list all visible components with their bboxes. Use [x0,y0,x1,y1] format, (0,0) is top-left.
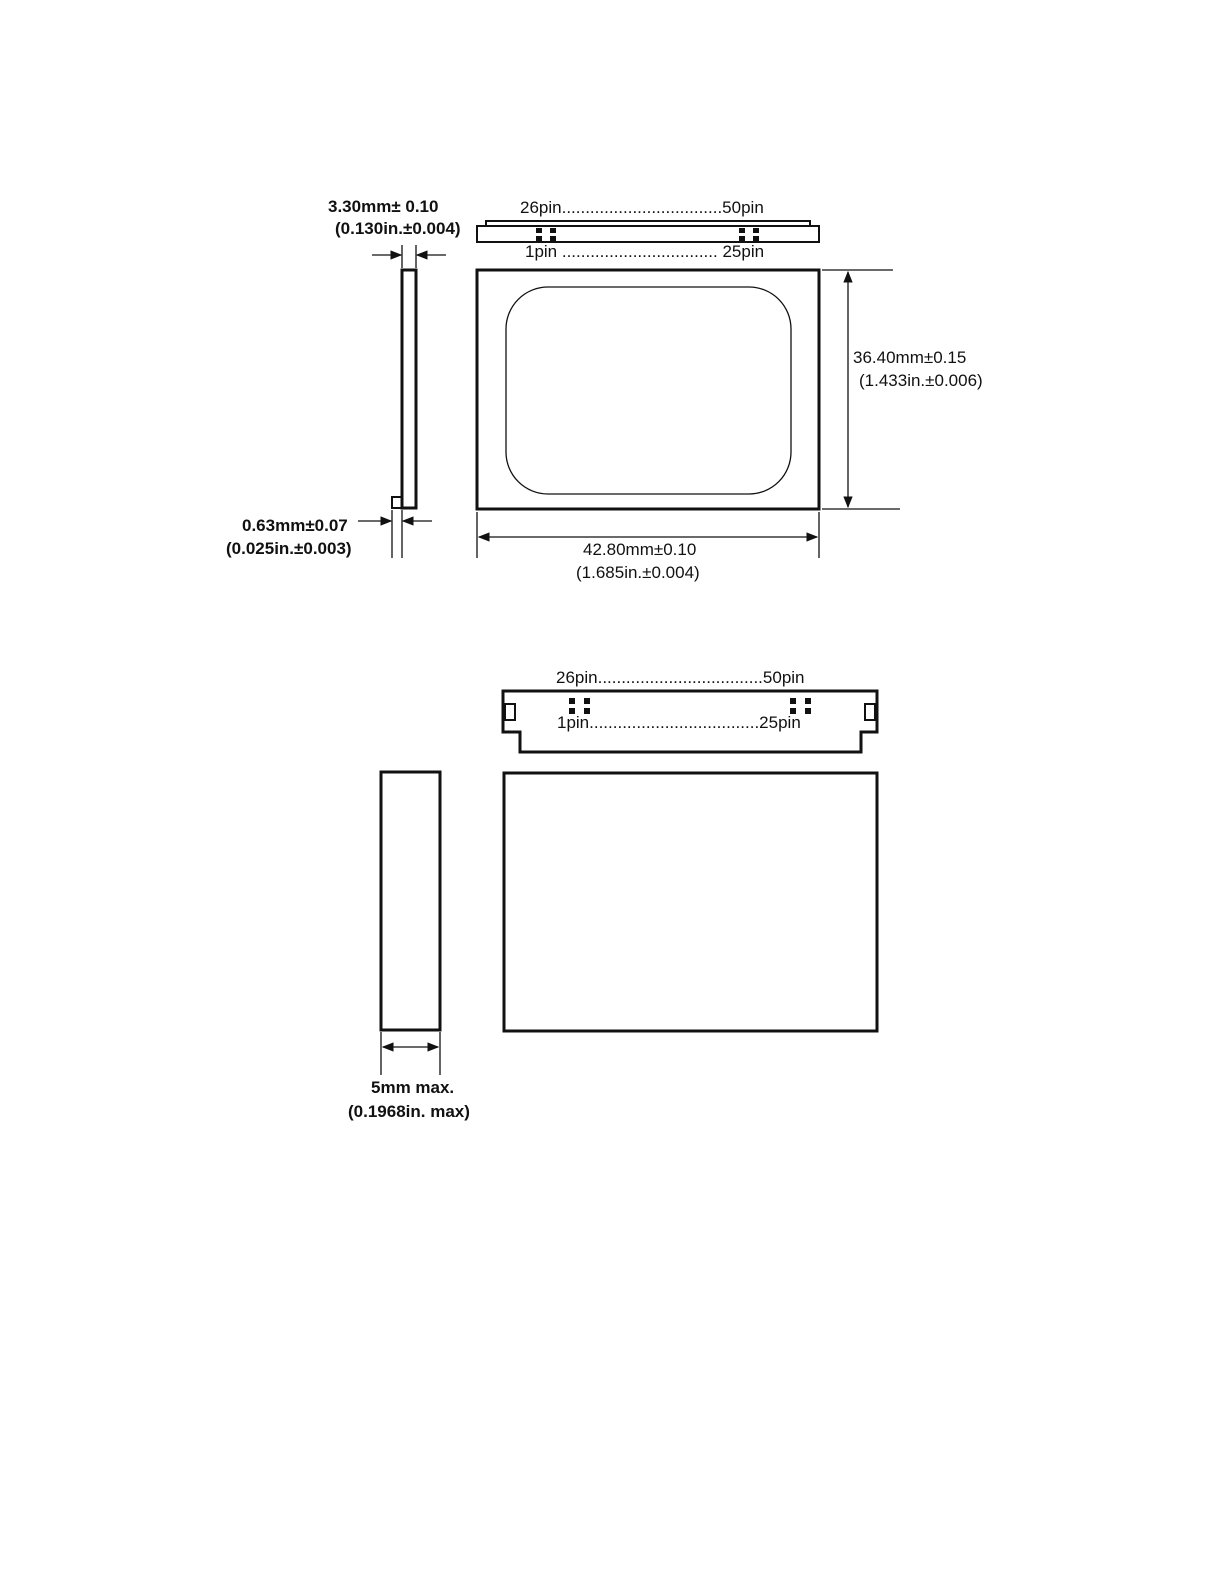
top-connector-view [477,198,819,261]
bottom-connector-pins-left [569,698,590,714]
top-side-body [402,270,416,508]
bottom-connector-pins-right [790,698,811,714]
top-connector-pins-right [739,228,759,241]
top-front-body [477,270,819,509]
top-width-mm-label: 42.80mm±0.10 [583,540,697,559]
bottom-connector-right-key [865,704,875,720]
bottom-thickness-dimension [348,1032,470,1121]
top-front-label-recess [506,287,791,494]
bottom-figure [348,668,877,1121]
top-side-view [392,270,416,508]
bottom-side-view [381,772,440,1030]
top-width-inch-label: (1.685in.±0.004) [576,563,700,582]
top-height-mm-label: 36.40mm±0.15 [853,348,967,367]
top-thickness-inch-label: (0.130in.±0.004) [335,219,461,238]
top-connector-body [477,226,819,242]
top-height-dimension [822,270,983,509]
top-width-dimension [477,512,819,582]
top-connector-pins-left [536,228,556,241]
bottom-connector-upper-pin-label: 26pin...................................50pin [556,668,805,687]
top-thickness-mm-label: 3.30mm± 0.10 [328,197,439,216]
bottom-connector-left-key [505,704,515,720]
top-figure [226,197,983,582]
bottom-thickness-mm-label: 5mm max. [371,1078,455,1097]
bottom-front-view [504,773,877,1031]
top-lip-mm-label: 0.63mm±0.07 [242,516,348,535]
bottom-connector-view [503,668,877,752]
bottom-thickness-inch-label: (0.1968in. max) [348,1102,470,1121]
top-lip-inch-label: (0.025in.±0.003) [226,539,352,558]
bottom-connector-lower-pin-label: 1pin....................................25pin [557,713,801,732]
top-connector-lower-pin-label: 1pin ................................. 25pin [525,242,765,261]
top-thickness-dimension [328,197,461,268]
top-lip-dimension [226,510,432,558]
top-height-inch-label: (1.433in.±0.006) [859,371,983,390]
top-front-view [477,270,819,509]
top-connector-upper-pin-label: 26pin..................................50pin [520,198,764,217]
